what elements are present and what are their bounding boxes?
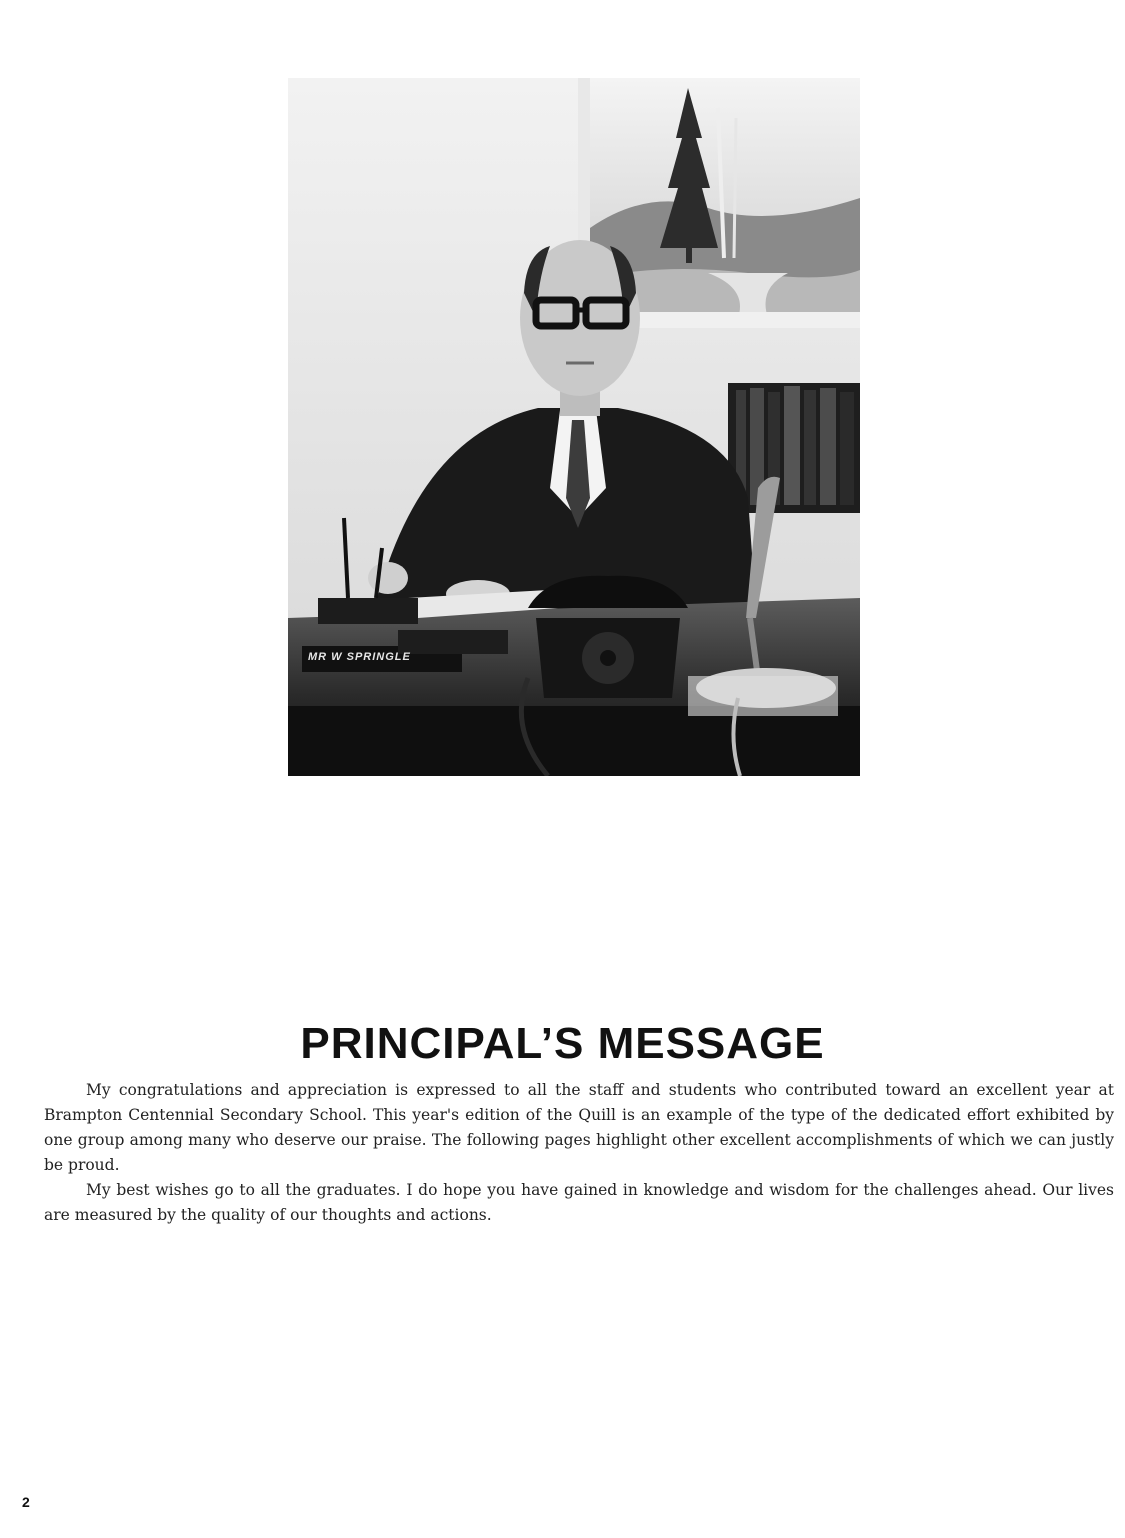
message-paragraph-2: My best wishes go to all the graduates. I do hope you have gained in knowledge and wisdom for the challenges ahead. Our lives are measured by the quality of our thoughts and actions. (44, 1181, 1114, 1224)
desk-nameplate: MR W SPRINGLE (308, 651, 411, 663)
principal-photo (288, 78, 860, 776)
message-paragraph-1: My congratulations and appreciation is expressed to all the staff and students who contributed toward an excellent year at Brampton Centennial Secondary School. This year's edition of the Quill is an example of the type of the dedicated effort exhibited by one group among many who deserve our praise. The following pages highlight other excellent accomplishments of which we can justly be proud. (44, 1081, 1114, 1174)
page-number: 2 (22, 1494, 30, 1510)
principal-message (44, 1078, 1114, 1228)
page-title: PRINCIPAL’S MESSAGE (300, 1019, 825, 1069)
